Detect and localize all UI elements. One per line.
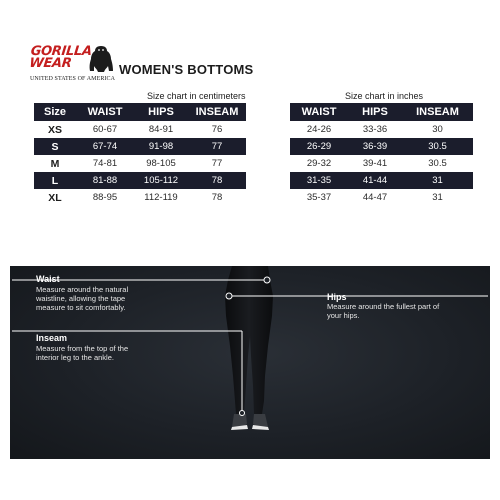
waist-cm: 81-88 (92, 175, 118, 186)
header-hips-cm: HIPS (148, 106, 174, 118)
column-gap (246, 138, 290, 155)
table-header-row (34, 103, 473, 121)
inseam-in: 31 (432, 175, 443, 186)
hips-in: 39-41 (362, 158, 388, 169)
size-label: M (50, 157, 60, 170)
inseam-in: 30 (432, 124, 443, 135)
waist-in: 24-26 (306, 124, 332, 135)
header-waist-cm: WAIST (87, 106, 123, 118)
hips-in: 41-44 (362, 175, 388, 186)
waist-description-1: Measure around the natural (36, 285, 129, 294)
size-chart-table (34, 103, 473, 206)
size-label: XS (47, 123, 62, 136)
table-row (34, 189, 473, 206)
inseam-cm: 77 (211, 158, 223, 169)
header-size: Size (43, 106, 66, 118)
caption-centimeters: Size chart in centimeters (147, 91, 246, 101)
brand-line-1: GORILLA (29, 44, 93, 59)
column-gap (246, 172, 290, 189)
waist-title: Waist (36, 274, 60, 284)
hips-in: 33-36 (362, 124, 388, 135)
inseam-description-1: Measure from the top of the (36, 344, 129, 353)
brand-line-2: WEAR (28, 56, 73, 71)
table-row (34, 155, 473, 172)
waist-cm: 74-81 (92, 158, 118, 169)
inseam-in: 31 (432, 192, 443, 203)
header-hips-in: HIPS (362, 106, 388, 118)
hips-cm: 91-98 (148, 141, 174, 152)
inseam-cm: 78 (211, 175, 223, 186)
column-gap (246, 103, 290, 121)
hips-in: 44-47 (362, 192, 388, 203)
header-inseam-in: INSEAM (416, 106, 459, 118)
header-waist-in: WAIST (301, 106, 337, 118)
table-row (34, 121, 473, 138)
waist-description-2: waistline, allowing the tape (36, 294, 126, 303)
table-row (34, 172, 473, 189)
inseam-cm: 78 (211, 192, 223, 203)
brand-logo (30, 44, 116, 88)
waist-in: 35-37 (306, 192, 332, 203)
column-gap (246, 189, 290, 206)
inseam-in: 30.5 (428, 158, 447, 169)
header-inseam-cm: INSEAM (195, 106, 239, 118)
caption-inches: Size chart in inches (345, 91, 424, 101)
hips-cm: 84-91 (148, 124, 174, 135)
measurement-guide-panel (10, 266, 490, 459)
gorilla-icon (88, 44, 114, 74)
inseam-cm: 76 (211, 124, 223, 135)
hips-description-1: Measure around the fullest part of (327, 302, 440, 311)
waist-cm: 60-67 (92, 124, 118, 135)
waist-in: 26-29 (306, 141, 332, 152)
hips-title: Hips (327, 292, 347, 302)
leggings-silhouette (225, 266, 273, 414)
size-label: L (51, 174, 59, 187)
table-row (34, 138, 473, 155)
hips-cm: 98-105 (146, 158, 176, 169)
hips-cm: 112-119 (144, 192, 178, 203)
inseam-cm: 77 (211, 141, 223, 152)
waist-cm: 67-74 (92, 141, 118, 152)
size-label: S (51, 140, 59, 153)
waist-in: 31-35 (306, 175, 332, 186)
column-gap (246, 155, 290, 172)
inseam-in: 30.5 (428, 141, 447, 152)
inseam-description-2: interior leg to the ankle. (36, 353, 114, 362)
inseam-title: Inseam (36, 333, 68, 343)
hips-cm: 105-112 (143, 175, 179, 186)
waist-in: 29-32 (306, 158, 332, 169)
brand-subtitle: UNITED STATES OF AMERICA (30, 76, 116, 82)
shoes-icon (231, 414, 269, 430)
column-gap (246, 121, 290, 138)
size-label: XL (48, 191, 62, 204)
hips-description-2: your hips. (327, 311, 360, 320)
waist-description-3: measure to sit comfortably. (36, 303, 126, 312)
page-title: WOMEN'S BOTTOMS (119, 62, 254, 77)
brand-wordmark (29, 46, 93, 70)
hips-in: 36-39 (362, 141, 388, 152)
waist-cm: 88-95 (92, 192, 118, 203)
